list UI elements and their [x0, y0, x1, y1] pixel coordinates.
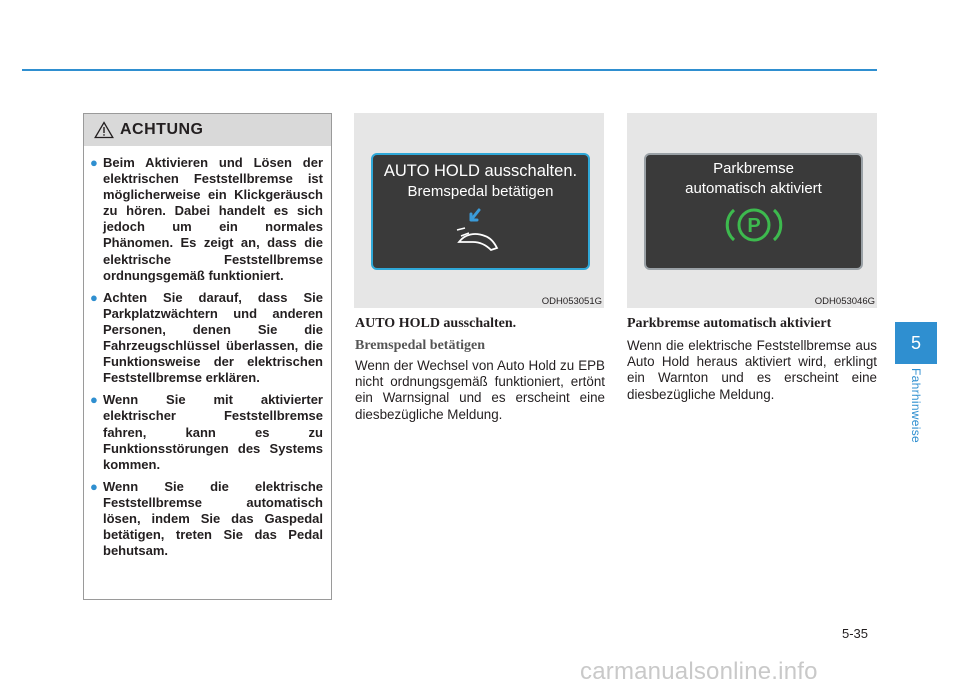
cluster-display [371, 153, 590, 270]
section-heading: Parkbremse automatisch aktiviert [627, 316, 832, 331]
warning-item [90, 478, 323, 559]
warning-item-text: Wenn Sie mit aktivierter elektrischer Feststellbremse fahren, kann es zu Funktionsstörungen des Systems kommen. [103, 392, 323, 472]
section-heading: AUTO HOLD ausschalten. [355, 316, 517, 331]
display-line1: AUTO HOLD ausschalten. [383, 162, 578, 180]
bullet-icon: ● [90, 478, 98, 494]
display-line2: automatisch aktiviert [685, 180, 822, 197]
display-line2: Bremspedal betätigen [407, 183, 554, 200]
section-body: Wenn die elektrische Feststellbremse aus Auto Hold heraus aktiviert wird, erklingt ein Warnton und es erscheint eine diesbezügliche Meldung. [627, 338, 877, 402]
figure-auto-hold [354, 113, 604, 308]
parking-brake-letter: P [746, 215, 761, 237]
warning-item [90, 289, 323, 387]
warning-box [83, 113, 332, 600]
warning-item [90, 392, 323, 472]
bullet-icon: ● [90, 289, 98, 305]
display-line1: Parkbremse [713, 160, 794, 177]
section-body: Wenn der Wechsel von Auto Hold zu EPB nicht ordnungsgemäß funktioniert, ertönt ein Warnsignal und es erscheint eine diesbezügliche Meldung. [355, 358, 605, 422]
warning-title: ACHTUNG [120, 121, 204, 138]
warning-header [84, 114, 331, 146]
figure-parking-brake [627, 113, 877, 308]
warning-list [84, 146, 331, 559]
section-subheading: Bremspedal betätigen [355, 338, 486, 353]
warning-item [90, 155, 323, 284]
warning-item-text: Beim Aktivieren und Lösen der elektrischen Feststellbremse ist möglicherweise ein Klickgeräusch zu hören. Dabei handelt es sich jedoch um ein normales Phänomen. Es zeigt an, dass die elektrische Feststellbremse ordnungsgemäß funktioniert. [103, 155, 323, 283]
chapter-label [893, 368, 939, 458]
watermark: carmanualsonline.info [580, 658, 818, 685]
warning-triangle-icon [94, 121, 114, 139]
brake-pedal-icon [451, 206, 511, 254]
bullet-icon: ● [90, 392, 98, 408]
page-number: 5-35 [842, 626, 869, 641]
chapter-tab: 5 [895, 322, 937, 364]
figure-code: ODH053046G [814, 296, 875, 307]
warning-item-text: Achten Sie darauf, dass Sie Parkplatzwächtern und anderen Personen, denen Sie die Fahrzeugschlüssel überlassen, die Funktionsweise der elektrischen Feststellbremse erklären. [103, 289, 323, 386]
warning-item-text: Wenn Sie die elektrische Feststellbremse automatisch lösen, indem Sie das Gaspedal betätigen, treten Sie das Pedal behutsam. [103, 478, 323, 559]
top-rule [22, 69, 877, 71]
section-auto-hold [355, 316, 605, 423]
section-parking-brake [627, 316, 877, 403]
figure-code: ODH053051G [541, 296, 602, 307]
bullet-icon: ● [90, 155, 98, 170]
parking-brake-icon [722, 202, 786, 248]
cluster-display [644, 153, 863, 270]
chapter-label-text: Fahrhinweise [909, 368, 923, 443]
